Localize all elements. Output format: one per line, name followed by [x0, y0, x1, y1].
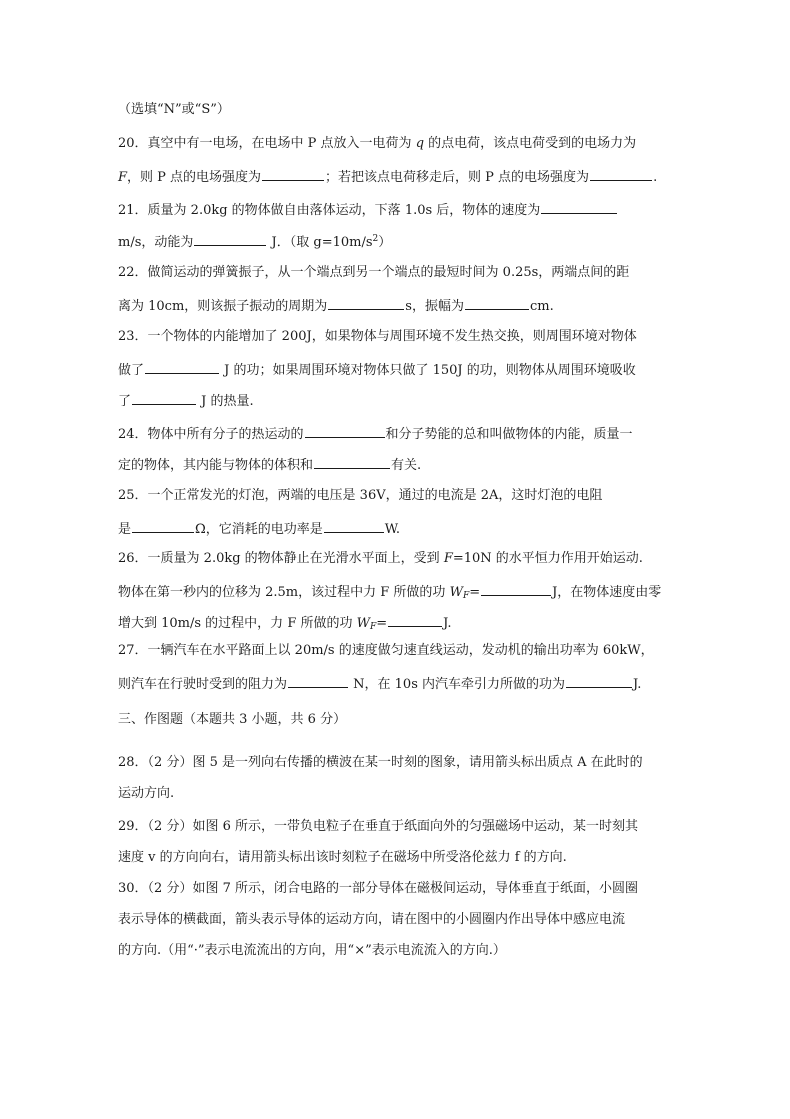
q26-text-c: 物体在第一秒内的位移为 2.5m，该过程中力 F 所做的功 — [118, 585, 450, 600]
q22-text-c: cm. — [529, 299, 554, 314]
q21-text-a: 21．质量为 2.0kg 的物体做自由落体运动，下落 1.0s 后，物体的速度为 — [118, 203, 541, 218]
q30-line3: 的方向.（用“·”表示电流流出的方向，用“×”表示电流流入的方向.） — [118, 943, 506, 958]
q22-blank-1[interactable] — [328, 296, 404, 310]
q24-blank-2[interactable] — [314, 455, 390, 469]
q23-text-d: J 的热量. — [197, 394, 254, 409]
q21-line2 — [118, 231, 391, 251]
q23-blank-2[interactable] — [132, 391, 196, 405]
q27-text-c: J. — [633, 677, 642, 692]
q24-text-a: 24．物体中所有分子的热运动的 — [118, 427, 304, 442]
q28-line1: 28．（2 分）图 5 是一列向右传播的横波在某一时刻的图象，请用箭头标出质点 A 在此时的 — [118, 755, 643, 770]
q27-line2 — [118, 674, 641, 693]
q23-line3 — [118, 391, 254, 410]
q23-blank-1[interactable] — [145, 360, 219, 374]
q19-tail: （选填“N”或“S”） — [118, 102, 230, 117]
q23-text-a: 做了 — [118, 363, 145, 378]
q21-text-d: ） — [378, 235, 392, 250]
q20-f-symbol: F — [118, 170, 128, 185]
q20-text-b: 的点电荷，该点电荷受到的电场力为 — [424, 136, 637, 151]
q21-text-c: J．（取 g=10m/s — [267, 235, 373, 250]
q26-line2 — [118, 582, 661, 604]
q26-line1 — [118, 551, 643, 567]
q25-line2 — [118, 519, 400, 538]
q20-text-c: ，则 P 点的电场强度为 — [127, 170, 262, 185]
q21-blank-2[interactable] — [194, 232, 266, 246]
q26-f-subscript-2: F — [369, 622, 377, 632]
q26-w-symbol-2: W — [356, 616, 370, 631]
q21-text-b: m/s，动能为 — [118, 235, 194, 250]
q26-text-a: 26．一质量为 2.0kg 的物体静止在光滑水平面上，受到 — [118, 551, 444, 566]
q20-line1 — [118, 136, 636, 152]
q23-line2 — [118, 360, 636, 379]
q25-blank-1[interactable] — [132, 519, 194, 533]
q29-line1: 29．（2 分）如图 6 所示，一带负电粒子在垂直于纸面向外的匀强磁场中运动，某一时刻其 — [118, 819, 638, 834]
q28-line2: 运动方向. — [118, 786, 175, 801]
q26-blank-2[interactable] — [388, 613, 442, 627]
q26-equals-2: = — [376, 616, 388, 631]
q26-f-subscript-1: F — [462, 591, 470, 601]
q20-line2 — [118, 167, 657, 186]
q23-line1: 23．一个物体的内能增加了 200J，如果物体与周围环境不发生热交换，则周围环境对物体 — [118, 329, 637, 344]
q24-line1 — [118, 424, 633, 443]
q21-blank-1[interactable] — [541, 200, 617, 214]
q26-blank-1[interactable] — [481, 582, 551, 596]
q26-text-b: =10N 的水平恒力作用开始运动. — [452, 551, 643, 566]
q24-text-d: 有关. — [391, 458, 422, 473]
q24-line2 — [118, 455, 421, 474]
q26-equals-1: = — [469, 585, 481, 600]
q22-text-b: s，振幅为 — [405, 299, 464, 314]
q27-blank-2[interactable] — [566, 674, 632, 688]
q23-text-b: J 的功；如果周围环境对物体只做了 150J 的功，则物体从周围环境吸收 — [220, 363, 636, 378]
q22-line1: 22．做简运动的弹簧振子，从一个端点到另一个端点的最短时间为 0.25s，两端点间的距 — [118, 265, 630, 280]
q25-blank-2[interactable] — [324, 519, 384, 533]
q21-line1 — [118, 200, 618, 219]
q25-text-a: 是 — [118, 522, 132, 537]
q24-blank-1[interactable] — [305, 424, 385, 438]
q21-superscript: 2 — [372, 234, 379, 244]
q22-blank-2[interactable] — [465, 296, 529, 310]
q25-line1: 25．一个正常发光的灯泡，两端的电压是 36V，通过的电流是 2A，这时灯泡的电阻 — [118, 488, 603, 503]
q22-line2 — [118, 296, 554, 315]
q27-line1: 27．一辆汽车在水平路面上以 20m/s 的速度做匀速直线运动，发动机的输出功率为 60kW， — [118, 643, 654, 658]
q26-text-d: J，在物体速度由零 — [552, 585, 662, 600]
q29-line2: 速度 v 的方向向右，请用箭头标出该时刻粒子在磁场中所受洛伦兹力 f 的方向. — [118, 850, 567, 865]
q20-blank-1[interactable] — [262, 167, 324, 181]
q26-line3 — [118, 613, 451, 635]
q22-text-a: 离为 10cm，则该振子振动的周期为 — [118, 299, 328, 314]
q20-q-symbol: q — [415, 136, 425, 151]
q24-text-b: 和分子势能的总和叫做物体的内能，质量一 — [385, 427, 633, 442]
q30-line1: 30．（2 分）如图 7 所示，闭合电路的一部分导体在磁极间运动，导体垂直于纸面，小圆圈 — [118, 881, 638, 896]
q25-text-c: W. — [384, 522, 401, 537]
q26-text-e: 增大到 10m/s 的过程中，力 F 所做的功 — [118, 616, 357, 631]
q20-blank-2[interactable] — [590, 167, 652, 181]
q20-text-e: . — [653, 170, 658, 185]
q30-line2: 表示导体的横截面，箭头表示导体的运动方向，请在图中的小圆圈内作出导体中感应电流 — [118, 912, 626, 927]
q26-w-symbol-1: W — [449, 585, 463, 600]
q20-text-a: 20．真空中有一电场，在电场中 P 点放入一电荷为 — [118, 136, 416, 151]
q27-text-a: 则汽车在行驶时受到的阻力为 — [118, 677, 288, 692]
q27-text-b: N，在 10s 内汽车牵引力所做的功为 — [349, 677, 566, 692]
q27-blank-1[interactable] — [288, 674, 348, 688]
q26-f-symbol: F — [443, 551, 453, 566]
q24-text-c: 定的物体，其内能与物体的体积和 — [118, 458, 314, 473]
q25-text-b: Ω，它消耗的电功率是 — [195, 522, 323, 537]
q20-text-d: ；若把该点电荷移走后，则 P 点的电场强度为 — [325, 170, 590, 185]
q26-text-f: J. — [443, 616, 452, 631]
q23-text-c: 了 — [118, 394, 132, 409]
section-3-heading: 三、作图题（本题共 3 小题，共 6 分） — [118, 712, 347, 727]
